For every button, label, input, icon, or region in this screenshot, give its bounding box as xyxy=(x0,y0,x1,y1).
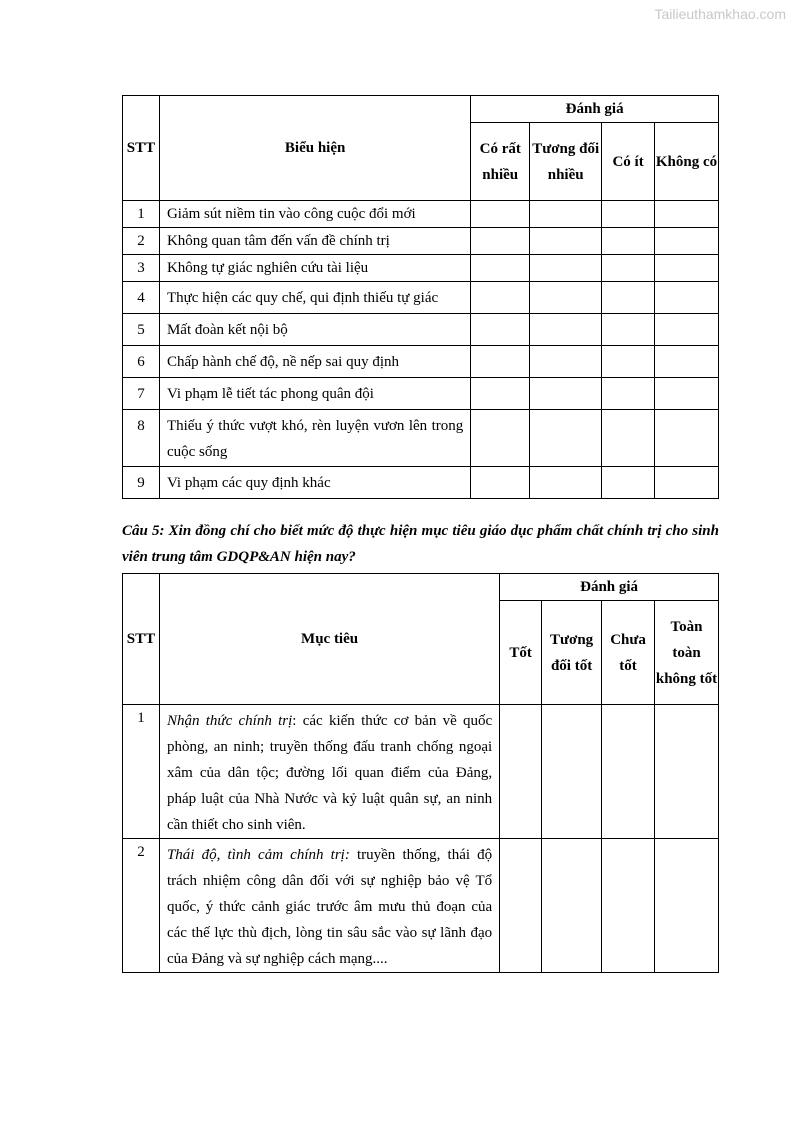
rating-cell[interactable] xyxy=(655,228,719,255)
row-lead: Thái độ, tình cảm chính trị: xyxy=(166,847,350,863)
table-behaviors xyxy=(122,95,719,499)
rating-cell[interactable] xyxy=(655,201,719,228)
rating-cell[interactable] xyxy=(500,705,542,839)
table-row xyxy=(123,467,719,499)
header-option: Có rất nhiều xyxy=(471,123,530,201)
header-option: Chưa tốt xyxy=(602,601,655,705)
rating-cell[interactable] xyxy=(471,410,530,467)
table-row xyxy=(123,705,719,839)
rating-cell[interactable] xyxy=(471,282,530,314)
row-number: 7 xyxy=(123,378,160,410)
rating-cell[interactable] xyxy=(471,467,530,499)
row-text: Vi phạm các quy định khác xyxy=(159,467,470,499)
rating-cell[interactable] xyxy=(530,378,602,410)
row-lead: Nhận thức chính trị xyxy=(166,713,293,729)
rating-cell[interactable] xyxy=(655,410,719,467)
row-body: : các kiến thức cơ bản về quốc phòng, an ninh; truyền thống đấu tranh chống ngoại xâm của dân tộc; đường lối quan điểm của Đảng, pháp luật của Nhà Nước và kỷ luật quân sự, an ninh cần thiết cho sinh viên. xyxy=(166,713,493,833)
row-text: Chấp hành chế độ, nề nếp sai quy định xyxy=(159,346,470,378)
rating-cell[interactable] xyxy=(655,255,719,282)
rating-cell[interactable] xyxy=(530,282,602,314)
table-row xyxy=(123,282,719,314)
row-number: 2 xyxy=(123,228,160,255)
rating-cell[interactable] xyxy=(471,255,530,282)
row-text xyxy=(159,839,499,973)
rating-cell[interactable] xyxy=(602,839,655,973)
table-row xyxy=(123,314,719,346)
header-option: Tương đối nhiều xyxy=(530,123,602,201)
table-row xyxy=(123,410,719,467)
table-row xyxy=(123,255,719,282)
row-text: Không tự giác nghiên cứu tài liệu xyxy=(159,255,470,282)
header-item: Mục tiêu xyxy=(159,574,499,705)
rating-cell[interactable] xyxy=(655,314,719,346)
rating-cell[interactable] xyxy=(530,410,602,467)
header-group: Đánh giá xyxy=(500,574,719,601)
rating-cell[interactable] xyxy=(655,378,719,410)
row-text: Giảm sút niềm tin vào công cuộc đổi mới xyxy=(159,201,470,228)
table-row xyxy=(123,378,719,410)
row-text: Thực hiện các quy chế, qui định thiếu tự giác xyxy=(159,282,470,314)
rating-cell[interactable] xyxy=(542,705,602,839)
rating-cell[interactable] xyxy=(471,228,530,255)
header-item: Biểu hiện xyxy=(159,96,470,201)
rating-cell[interactable] xyxy=(602,378,655,410)
header-stt: STT xyxy=(123,96,160,201)
rating-cell[interactable] xyxy=(655,839,719,973)
rating-cell[interactable] xyxy=(542,839,602,973)
row-number: 8 xyxy=(123,410,160,467)
table-objectives xyxy=(122,573,719,973)
rating-cell[interactable] xyxy=(602,201,655,228)
rating-cell[interactable] xyxy=(655,467,719,499)
rating-cell[interactable] xyxy=(602,255,655,282)
header-option: Không có xyxy=(655,123,719,201)
header-option: Tốt xyxy=(500,601,542,705)
rating-cell[interactable] xyxy=(471,346,530,378)
rating-cell[interactable] xyxy=(530,201,602,228)
row-text: Mất đoàn kết nội bộ xyxy=(159,314,470,346)
rating-cell[interactable] xyxy=(471,314,530,346)
row-number: 9 xyxy=(123,467,160,499)
table-row xyxy=(123,228,719,255)
rating-cell[interactable] xyxy=(602,228,655,255)
rating-cell[interactable] xyxy=(530,228,602,255)
rating-cell[interactable] xyxy=(471,201,530,228)
row-number: 3 xyxy=(123,255,160,282)
header-option: Tương đối tốt xyxy=(542,601,602,705)
row-text xyxy=(159,705,499,839)
row-number: 1 xyxy=(123,201,160,228)
rating-cell[interactable] xyxy=(602,705,655,839)
header-option: Toàn toàn không tốt xyxy=(655,601,719,705)
row-number: 4 xyxy=(123,282,160,314)
row-number: 1 xyxy=(123,705,160,839)
row-number: 2 xyxy=(123,839,160,973)
row-number: 6 xyxy=(123,346,160,378)
row-text: Thiếu ý thức vượt khó, rèn luyện vươn lên trong cuộc sống xyxy=(159,410,470,467)
question-5: Câu 5: Xin đồng chí cho biết mức độ thực hiện mục tiêu giáo dục phẩm chất chính trị cho sinh viên trung tâm GDQP&AN hiện nay? xyxy=(122,523,719,565)
rating-cell[interactable] xyxy=(530,467,602,499)
header-option: Có ít xyxy=(602,123,655,201)
table-row xyxy=(123,201,719,228)
rating-cell[interactable] xyxy=(500,839,542,973)
rating-cell[interactable] xyxy=(602,282,655,314)
table-row xyxy=(123,346,719,378)
watermark: Tailieuthamkhao.com xyxy=(654,6,786,22)
row-text: Không quan tâm đến vấn đề chính trị xyxy=(159,228,470,255)
rating-cell[interactable] xyxy=(602,346,655,378)
rating-cell[interactable] xyxy=(655,282,719,314)
rating-cell[interactable] xyxy=(602,314,655,346)
rating-cell[interactable] xyxy=(655,346,719,378)
header-group: Đánh giá xyxy=(471,96,719,123)
header-stt: STT xyxy=(123,574,160,705)
rating-cell[interactable] xyxy=(471,378,530,410)
row-number: 5 xyxy=(123,314,160,346)
rating-cell[interactable] xyxy=(530,255,602,282)
rating-cell[interactable] xyxy=(530,346,602,378)
row-text: Vi phạm lễ tiết tác phong quân đội xyxy=(159,378,470,410)
rating-cell[interactable] xyxy=(602,467,655,499)
rating-cell[interactable] xyxy=(655,705,719,839)
rating-cell[interactable] xyxy=(530,314,602,346)
rating-cell[interactable] xyxy=(602,410,655,467)
table-row xyxy=(123,839,719,973)
row-body: truyền thống, thái độ trách nhiệm công dân đối với sự nghiệp bảo vệ Tổ quốc, ý thức cảnh giác trước âm mưu thủ đoạn của các thế lực thù địch, lòng tin sâu sắc vào sự lãnh đạo của Đảng và sự nghiệp cách mạng.... xyxy=(166,847,493,967)
